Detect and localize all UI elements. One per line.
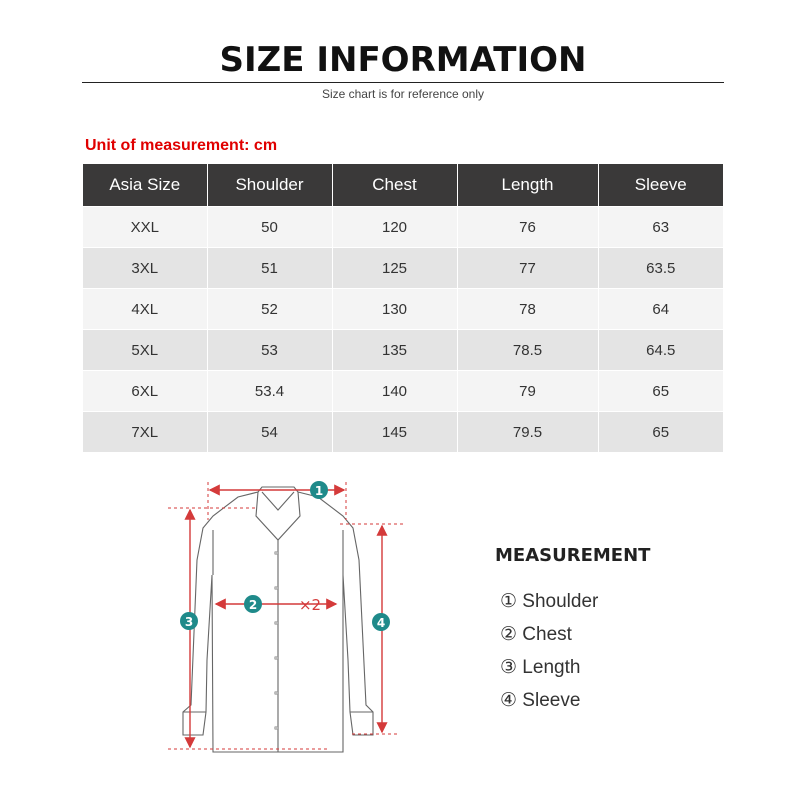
cell-length: 79 <box>457 371 598 412</box>
page-title: SIZE INFORMATION <box>219 40 587 80</box>
svg-text:3: 3 <box>184 615 194 629</box>
table-row <box>83 330 723 371</box>
table-row <box>83 248 723 289</box>
table-row <box>83 289 723 330</box>
marker-length <box>180 612 198 630</box>
marker-sleeve <box>372 613 390 631</box>
cell-shoulder: 53 <box>207 330 332 371</box>
header-shoulder: Shoulder <box>207 164 332 207</box>
cell-length: 77 <box>457 248 598 289</box>
cell-size: 4XL <box>83 289 207 330</box>
cell-shoulder: 51 <box>207 248 332 289</box>
shirt-diagram <box>160 470 420 760</box>
measurement-title: MEASUREMENT <box>495 545 651 566</box>
cell-sleeve: 64.5 <box>598 330 723 371</box>
shirt-buttons <box>274 551 278 730</box>
cell-chest: 130 <box>332 289 457 330</box>
chest-times-two-label: ×2 <box>298 596 322 614</box>
cell-chest: 135 <box>332 330 457 371</box>
header-length: Length <box>457 164 598 207</box>
svg-text:2: 2 <box>248 598 258 612</box>
cell-sleeve: 65 <box>598 412 723 453</box>
cell-shoulder: 52 <box>207 289 332 330</box>
title-divider <box>82 82 724 83</box>
measurement-item-sleeve: ④ Sleeve <box>500 690 581 711</box>
cell-shoulder: 54 <box>207 412 332 453</box>
marker-shoulder <box>310 481 328 499</box>
cell-size: 3XL <box>83 248 207 289</box>
table-row <box>83 207 723 248</box>
cell-size: XXL <box>83 207 207 248</box>
measurement-item-length: ③ Length <box>500 657 581 678</box>
shirt-outline <box>183 487 373 752</box>
cell-length: 78.5 <box>457 330 598 371</box>
cell-chest: 120 <box>332 207 457 248</box>
cell-chest: 125 <box>332 248 457 289</box>
cell-size: 7XL <box>83 412 207 453</box>
table-row <box>83 412 723 453</box>
cell-chest: 145 <box>332 412 457 453</box>
cell-sleeve: 63 <box>598 207 723 248</box>
cell-sleeve: 64 <box>598 289 723 330</box>
cell-sleeve: 65 <box>598 371 723 412</box>
cell-length: 78 <box>457 289 598 330</box>
svg-text:4: 4 <box>376 616 386 630</box>
header-asia-size: Asia Size <box>83 164 207 207</box>
cell-size: 6XL <box>83 371 207 412</box>
table-row <box>83 371 723 412</box>
header-sleeve: Sleeve <box>598 164 723 207</box>
unit-note: Unit of measurement: cm <box>85 137 278 154</box>
cell-size: 5XL <box>83 330 207 371</box>
header-chest: Chest <box>332 164 457 207</box>
cell-chest: 140 <box>332 371 457 412</box>
page-subtitle: Size chart is for reference only <box>321 87 485 101</box>
svg-text:1: 1 <box>314 484 324 498</box>
measurement-item-chest: ② Chest <box>500 624 572 645</box>
measurement-item-shoulder: ① Shoulder <box>500 591 599 612</box>
cell-length: 79.5 <box>457 412 598 453</box>
marker-chest <box>244 595 262 613</box>
size-table <box>83 164 723 452</box>
cell-shoulder: 50 <box>207 207 332 248</box>
cell-sleeve: 63.5 <box>598 248 723 289</box>
cell-shoulder: 53.4 <box>207 371 332 412</box>
table-header-row <box>83 164 723 207</box>
cell-length: 76 <box>457 207 598 248</box>
